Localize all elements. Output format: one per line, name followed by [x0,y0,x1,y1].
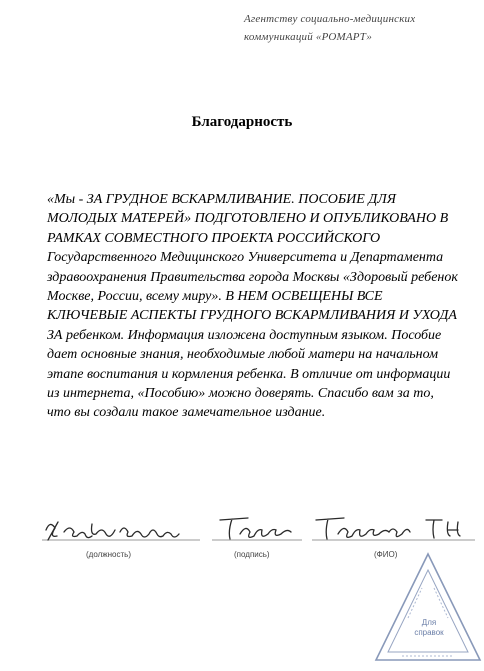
triangular-stamp [372,548,484,666]
signature-image [210,510,305,550]
position-caption: (должность) [86,550,131,559]
addressee-block [244,10,474,46]
stamp-center-text: Для справок [414,618,444,637]
document-body [47,190,459,423]
name-caption: (ФИО) [374,550,398,559]
addressee-line-1: Агентству социально-медицинских [244,13,416,25]
addressee-line-2: коммуникаций «РОМАРТ» [244,31,373,43]
body-paragraph: «Мы - ЗА ГРУДНОЕ ВСКАРМЛИВАНИЕ. ПОСОБИЕ ДЛЯ МОЛОДЫХ МАТЕРЕЙ» ПОДГОТОВЛЕНО И ОПУБЛИКОВАНО В РАМКАХ СОВМЕСТНОГО ПРОЕКТА РОССИЙСКОГО Государственного Медицинского Университета и Департамента здравоохранения Правительства города Москвы «Здоровый ребенок Москве, России, всему миру». В НЕМ ОСВЕЩЕНЫ ВСЕ КЛЮЧЕВЫЕ АСПЕКТЫ ГРУДНОГО ВСКАРМЛИВАНИЯ И УХОДА ЗА ребенком. Информация изложена доступным языком. Пособие дает основные знания, необходимые любой матери на начальном этапе воспитания и кормления ребенка. В отличие от информации из интернета, «Пособию» можно доверять. Спасибо вам за то, что вы создали такое замечательное издание. [47,192,458,421]
stamp-image [372,548,484,666]
position-handwriting-image [40,510,205,550]
signature-caption: (подпись) [234,550,270,559]
document-title: Благодарность [191,114,293,130]
position-field [40,510,205,559]
signature-field [210,510,305,559]
name-handwriting-image [310,510,480,550]
